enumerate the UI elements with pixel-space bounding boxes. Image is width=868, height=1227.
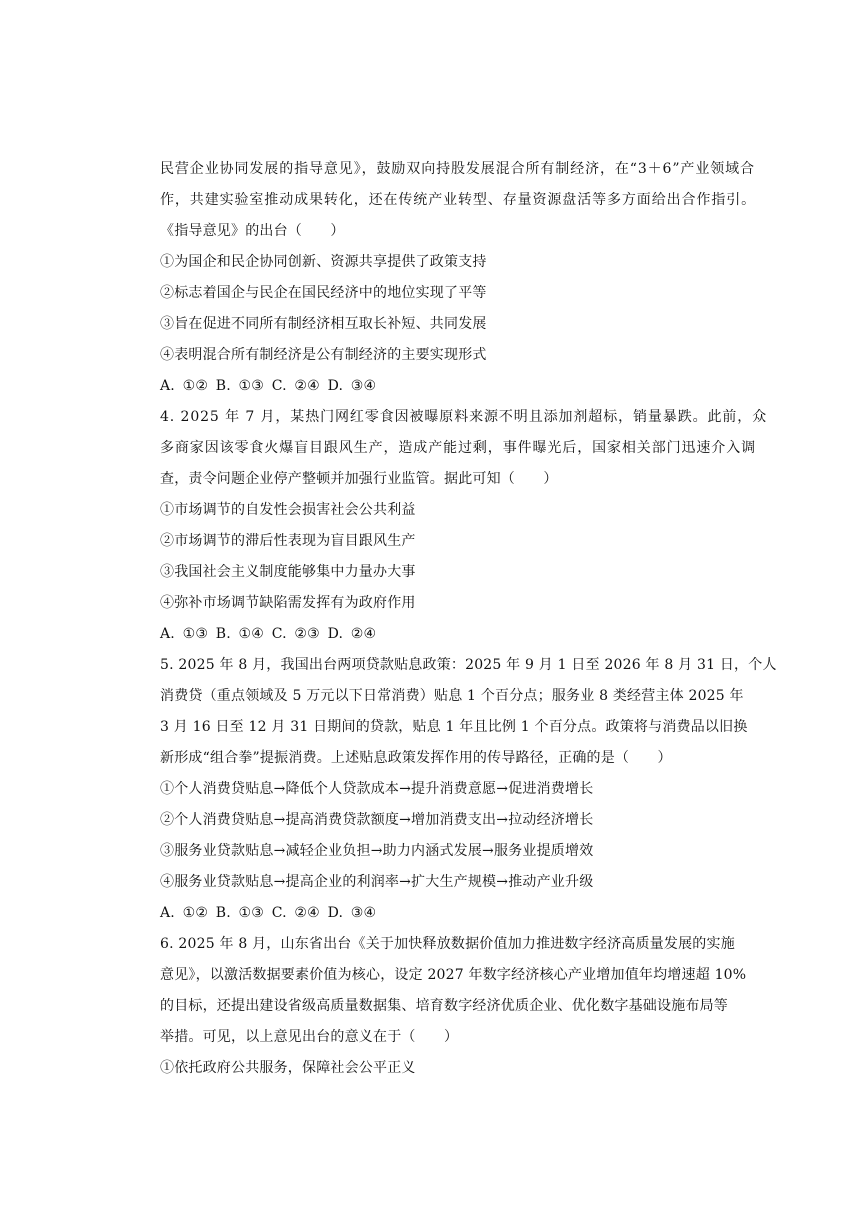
question-text: 新形成“组合拳”提振消费。上述贴息政策发挥作用的传导路径，正确的是（ ）	[160, 750, 672, 766]
option-line: ①个人消费贷贴息→降低个人贷款成本→提升消费意愿→促进消费增长	[160, 781, 594, 797]
question-text: 查，责令问题企业停产整顿并加强行业监管。据此可知（ ）	[160, 471, 558, 487]
answer-choices: A. ①③ B. ①④ C. ②③ D. ②④	[160, 626, 377, 642]
question-text: 3 月 16 日至 12 月 31 日期间的贷款，贴息 1 年且比例 1 个百分点。政策将与消费品以旧换	[160, 719, 748, 735]
text-line: 《指导意见》的出台（ ）	[160, 223, 345, 239]
question-text: 消费贷（重点领域及 5 万元以下日常消费）贴息 1 个百分点；服务业 8 类经营主体 2025 年	[160, 688, 744, 704]
answer-choices: A. ①② B. ①③ C. ②④ D. ③④	[160, 905, 377, 921]
option-line: ①依托政府公共服务，保障社会公平正义	[160, 1060, 416, 1076]
question-text: 多商家因该零食火爆盲目跟风生产，造成产能过剩，事件曝光后，国家相关部门迅速介入调	[160, 440, 756, 456]
option-line: ④表明混合所有制经济是公有制经济的主要实现形式	[160, 347, 487, 363]
option-line: ④服务业贷款贴息→提高企业的利润率→扩大生产规模→推动产业升级	[160, 874, 594, 890]
option-line: ③我国社会主义制度能够集中力量办大事	[160, 564, 416, 580]
text-line: 作，共建实验室推动成果转化，还在传统产业转型、存量资源盘活等多方面给出合作指引。	[160, 192, 756, 208]
option-line: ②市场调节的滞后性表现为盲目跟风生产	[160, 533, 416, 549]
question-text: 6. 2025 年 8 月，山东省出台《关于加快释放数据价值加力推进数字经济高质量发展的实施	[160, 936, 735, 952]
question-text: 意见》，以激活数据要素价值为核心，设定 2027 年数字经济核心产业增加值年均增速超 10%	[160, 967, 747, 983]
question-text: 5. 2025 年 8 月，我国出台两项贷款贴息政策：2025 年 9 月 1 日至 2026 年 8 月 31 日，个人	[160, 657, 777, 673]
answer-choices: A. ①② B. ①③ C. ②④ D. ③④	[160, 378, 377, 394]
option-line: ①为国企和民企协同创新、资源共享提供了政策支持	[160, 254, 487, 270]
option-line: ①市场调节的自发性会损害社会公共利益	[160, 502, 416, 518]
option-line: ②个人消费贷贴息→提高消费贷款额度→增加消费支出→拉动经济增长	[160, 812, 594, 828]
option-line: ③旨在促进不同所有制经济相互取长补短、共同发展	[160, 316, 487, 332]
option-line: ④弥补市场调节缺陷需发挥有为政府作用	[160, 595, 416, 611]
question-text: 的目标，还提出建设省级高质量数据集、培育数字经济优质企业、优化数字基础设施布局等	[160, 998, 728, 1014]
option-line: ③服务业贷款贴息→减轻企业负担→助力内涵式发展→服务业提质增效	[160, 843, 594, 859]
option-line: ②标志着国企与民企在国民经济中的地位实现了平等	[160, 285, 487, 301]
text-line: 民营企业协同发展的指导意见》，鼓励双向持股发展混合所有制经济，在“3＋6”产业领域合	[160, 161, 755, 177]
question-text: 4. 2025 年 7 月，某热门网红零食因被曝原料来源不明且添加剂超标，销量暴跌。此前，众	[160, 409, 768, 425]
question-text: 举措。可见，以上意见出台的意义在于（ ）	[160, 1029, 459, 1045]
